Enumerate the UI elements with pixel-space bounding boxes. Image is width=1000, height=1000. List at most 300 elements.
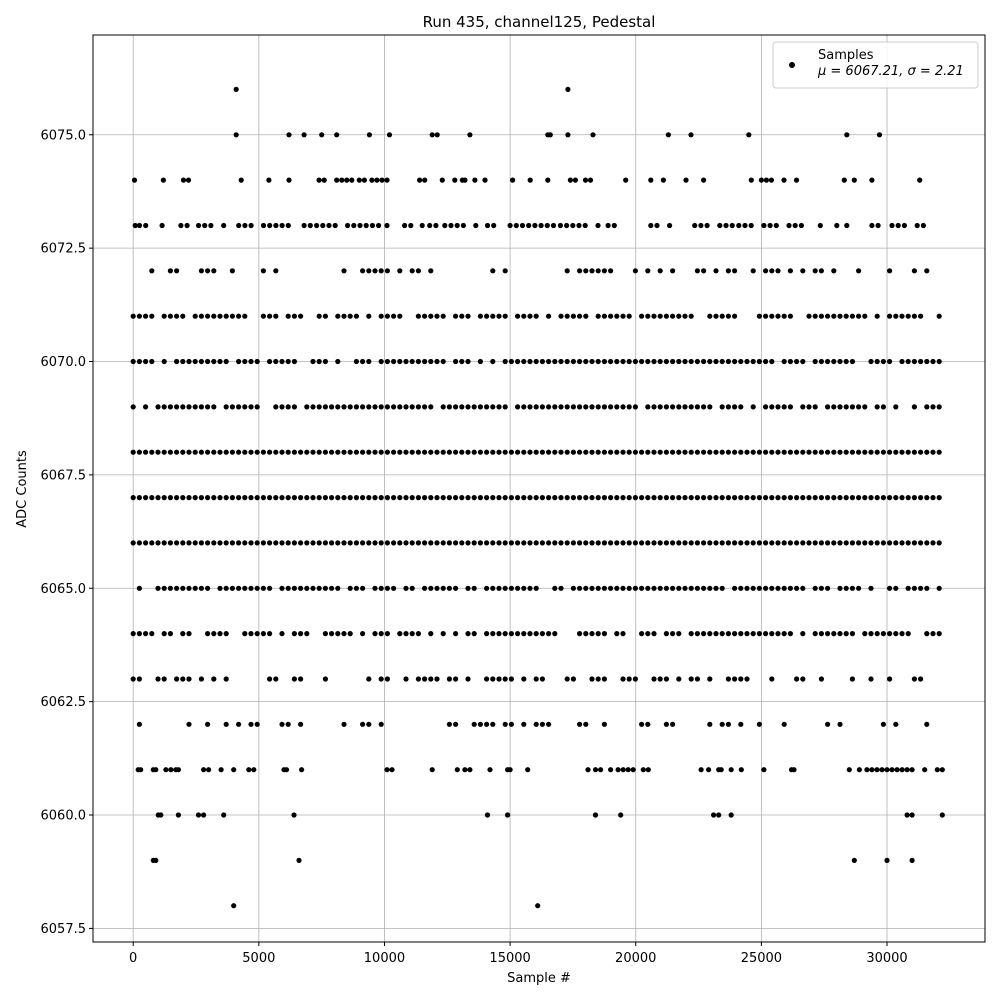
sample-point: [707, 495, 712, 500]
sample-point: [372, 404, 377, 409]
sample-point: [366, 314, 371, 319]
sample-point: [221, 223, 226, 228]
sample-point: [354, 586, 359, 591]
sample-point: [453, 722, 458, 727]
y-tick-label: 6072.5: [40, 241, 86, 257]
sample-point: [682, 495, 687, 500]
sample-point: [583, 631, 588, 636]
sample-point: [372, 586, 377, 591]
sample-point: [775, 268, 780, 273]
sample-point: [267, 359, 272, 364]
sample-point: [348, 450, 353, 455]
sample-point: [459, 314, 464, 319]
y-tick-label: 6065.0: [40, 581, 86, 597]
sample-point: [472, 404, 477, 409]
sample-point: [713, 631, 718, 636]
sample-point: [608, 586, 613, 591]
sample-point: [602, 722, 607, 727]
sample-point: [416, 676, 421, 681]
sample-point: [761, 223, 766, 228]
sample-point: [726, 359, 731, 364]
sample-point: [302, 223, 307, 228]
sample-point: [310, 540, 315, 545]
sample-point: [503, 359, 508, 364]
sample-point: [447, 540, 452, 545]
sample-point: [639, 359, 644, 364]
sample-point: [732, 631, 737, 636]
sample-point: [490, 540, 495, 545]
sample-point: [730, 223, 735, 228]
sample-point: [357, 223, 362, 228]
sample-point: [267, 540, 272, 545]
sample-point: [360, 404, 365, 409]
sample-point: [132, 178, 137, 183]
sample-point: [729, 767, 734, 772]
sample-point: [206, 767, 211, 772]
sample-point: [806, 540, 811, 545]
sample-point: [503, 586, 508, 591]
sample-point: [738, 495, 743, 500]
sample-point: [899, 314, 904, 319]
sample-point: [788, 586, 793, 591]
sample-point: [887, 631, 892, 636]
sample-point: [682, 404, 687, 409]
sample-point: [515, 495, 520, 500]
sample-point: [205, 586, 210, 591]
sample-point: [186, 631, 191, 636]
sample-point: [372, 495, 377, 500]
sample-point: [485, 812, 490, 817]
sample-point: [593, 767, 598, 772]
sample-point: [224, 722, 229, 727]
sample-point: [757, 314, 762, 319]
sample-point: [800, 404, 805, 409]
sample-point: [757, 450, 762, 455]
sample-point: [205, 268, 210, 273]
sample-point: [893, 495, 898, 500]
sample-point: [546, 450, 551, 455]
sample-point: [571, 495, 576, 500]
sample-point: [279, 586, 284, 591]
sample-point: [794, 359, 799, 364]
sample-point: [769, 631, 774, 636]
sample-point: [813, 540, 818, 545]
sample-point: [912, 359, 917, 364]
sample-point: [720, 722, 725, 727]
sample-point: [433, 223, 438, 228]
sample-point: [769, 314, 774, 319]
sample-point: [205, 495, 210, 500]
sample-point: [701, 586, 706, 591]
sample-point: [298, 314, 303, 319]
sample-point: [509, 540, 514, 545]
sample-point: [937, 540, 942, 545]
sample-point: [639, 722, 644, 727]
sample-point: [707, 359, 712, 364]
sample-point: [834, 223, 839, 228]
sample-point: [302, 132, 307, 137]
sample-point: [608, 268, 613, 273]
sample-point: [248, 722, 253, 727]
sample-point: [738, 631, 743, 636]
sample-point: [726, 540, 731, 545]
sample-point: [763, 450, 768, 455]
sample-point: [521, 359, 526, 364]
sample-point: [304, 586, 309, 591]
sample-point: [887, 450, 892, 455]
sample-point: [196, 812, 201, 817]
sample-point: [231, 903, 236, 908]
sample-point: [397, 540, 402, 545]
sample-point: [558, 223, 563, 228]
sample-point: [583, 268, 588, 273]
sample-point: [713, 495, 718, 500]
sample-point: [422, 450, 427, 455]
sample-point: [505, 812, 510, 817]
sample-point: [186, 586, 191, 591]
sample-point: [397, 268, 402, 273]
sample-point: [596, 404, 601, 409]
sample-point: [837, 586, 842, 591]
sample-point: [639, 495, 644, 500]
sample-point: [478, 450, 483, 455]
sample-point: [298, 540, 303, 545]
sample-point: [744, 495, 749, 500]
sample-point: [503, 268, 508, 273]
sample-point: [434, 586, 439, 591]
sample-point: [577, 404, 582, 409]
sample-point: [286, 132, 291, 137]
sample-point: [921, 223, 926, 228]
sample-point: [576, 223, 581, 228]
sample-point: [546, 540, 551, 545]
sample-point: [367, 132, 372, 137]
sample-point: [844, 631, 849, 636]
sample-point: [230, 268, 235, 273]
sample-point: [354, 540, 359, 545]
sample-point: [546, 359, 551, 364]
sample-point: [639, 586, 644, 591]
sample-point: [230, 540, 235, 545]
sample-point: [793, 223, 798, 228]
sample-point: [589, 586, 594, 591]
sample-point: [286, 178, 291, 183]
sample-point: [646, 767, 651, 772]
sample-point: [695, 676, 700, 681]
sample-point: [366, 450, 371, 455]
sample-point: [769, 404, 774, 409]
sample-point: [348, 314, 353, 319]
sample-point: [465, 540, 470, 545]
sample-point: [761, 767, 766, 772]
sample-point: [664, 540, 669, 545]
sample-point: [434, 676, 439, 681]
sample-point: [354, 359, 359, 364]
sample-point: [217, 359, 222, 364]
sample-point: [360, 722, 365, 727]
sample-point: [484, 676, 489, 681]
sample-point: [344, 178, 349, 183]
sample-point: [627, 450, 632, 455]
sample-point: [496, 404, 501, 409]
sample-point: [317, 586, 322, 591]
sample-point: [370, 223, 375, 228]
sample-point: [410, 404, 415, 409]
sample-point: [441, 450, 446, 455]
sample-point: [372, 540, 377, 545]
sample-point: [875, 404, 880, 409]
sample-point: [775, 586, 780, 591]
sample-point: [441, 631, 446, 636]
sample-point: [384, 223, 389, 228]
sample-point: [403, 631, 408, 636]
sample-point: [788, 495, 793, 500]
sample-point: [310, 450, 315, 455]
sample-point: [162, 631, 167, 636]
sample-point: [329, 495, 334, 500]
sample-point: [211, 268, 216, 273]
sample-point: [545, 223, 550, 228]
sample-point: [137, 495, 142, 500]
sample-point: [397, 450, 402, 455]
sample-point: [153, 858, 158, 863]
sample-point: [416, 450, 421, 455]
sample-point: [465, 314, 470, 319]
sample-point: [695, 359, 700, 364]
sample-point: [384, 767, 389, 772]
sample-point: [831, 540, 836, 545]
sample-point: [577, 586, 582, 591]
sample-point: [794, 178, 799, 183]
sample-point: [825, 359, 830, 364]
sample-point: [726, 722, 731, 727]
sample-point: [236, 404, 241, 409]
sample-point: [633, 676, 638, 681]
sample-point: [137, 223, 142, 228]
sample-point: [255, 540, 260, 545]
sample-point: [577, 631, 582, 636]
sample-point: [509, 359, 514, 364]
sample-point: [267, 495, 272, 500]
sample-point: [565, 359, 570, 364]
sample-point: [620, 631, 625, 636]
sample-point: [201, 812, 206, 817]
sample-point: [199, 268, 204, 273]
sample-point: [689, 540, 694, 545]
sample-point: [757, 495, 762, 500]
sample-point: [186, 722, 191, 727]
sample-point: [664, 495, 669, 500]
sample-point: [602, 404, 607, 409]
sample-point: [639, 314, 644, 319]
sample-point: [689, 631, 694, 636]
sample-point: [335, 359, 340, 364]
sample-point: [211, 404, 216, 409]
sample-point: [211, 631, 216, 636]
sample-point: [323, 540, 328, 545]
sample-point: [744, 540, 749, 545]
sample-point: [915, 223, 920, 228]
sample-point: [174, 404, 179, 409]
sample-point: [131, 540, 136, 545]
sample-point: [726, 495, 731, 500]
sample-point: [906, 631, 911, 636]
sample-point: [273, 450, 278, 455]
sample-point: [447, 586, 452, 591]
sample-point: [720, 631, 725, 636]
sample-point: [459, 495, 464, 500]
sample-point: [633, 450, 638, 455]
sample-point: [441, 314, 446, 319]
sample-point: [349, 178, 354, 183]
sample-point: [515, 359, 520, 364]
sample-point: [719, 767, 724, 772]
sample-point: [341, 540, 346, 545]
sample-point: [163, 767, 168, 772]
sample-point: [876, 223, 881, 228]
sample-point: [521, 722, 526, 727]
sample-point: [205, 540, 210, 545]
sample-point: [267, 450, 272, 455]
sample-point: [503, 404, 508, 409]
sample-point: [689, 359, 694, 364]
sample-point: [940, 767, 945, 772]
sample-point: [242, 495, 247, 500]
sample-point: [279, 450, 284, 455]
sample-point: [732, 676, 737, 681]
sample-point: [589, 631, 594, 636]
sample-point: [515, 314, 520, 319]
sample-point: [422, 178, 427, 183]
sample-point: [689, 450, 694, 455]
sample-point: [267, 314, 272, 319]
sample-point: [534, 359, 539, 364]
sample-point: [422, 540, 427, 545]
sample-point: [217, 540, 222, 545]
sample-point: [224, 631, 229, 636]
sample-point: [465, 676, 470, 681]
sample-point: [236, 586, 241, 591]
sample-point: [813, 404, 818, 409]
sample-point: [526, 223, 531, 228]
sample-point: [168, 540, 173, 545]
sample-point: [616, 767, 621, 772]
sample-point: [447, 404, 452, 409]
sample-point: [137, 450, 142, 455]
sample-point: [261, 631, 266, 636]
sample-point: [738, 676, 743, 681]
sample-point: [769, 495, 774, 500]
sample-point: [667, 223, 672, 228]
sample-point: [648, 223, 653, 228]
sample-point: [664, 676, 669, 681]
sample-point: [899, 359, 904, 364]
sample-point: [658, 404, 663, 409]
sample-point: [924, 631, 929, 636]
sample-point: [645, 268, 650, 273]
sample-point: [137, 359, 142, 364]
sample-point: [428, 268, 433, 273]
sample-point: [800, 450, 805, 455]
sample-point: [682, 359, 687, 364]
sample-point: [379, 268, 384, 273]
sample-point: [527, 586, 532, 591]
sample-point: [875, 631, 880, 636]
sample-point: [160, 223, 165, 228]
sample-point: [818, 223, 823, 228]
sample-point: [515, 450, 520, 455]
sample-point: [571, 314, 576, 319]
sample-point: [751, 450, 756, 455]
sample-point: [453, 495, 458, 500]
sample-point: [806, 450, 811, 455]
sample-point: [726, 450, 731, 455]
sample-point: [503, 631, 508, 636]
sample-point: [676, 404, 681, 409]
sample-point: [910, 858, 915, 863]
sample-point: [813, 586, 818, 591]
sample-point: [472, 586, 477, 591]
sample-point: [131, 495, 136, 500]
sample-point: [744, 676, 749, 681]
sample-point: [416, 404, 421, 409]
sample-point: [496, 586, 501, 591]
sample-point: [695, 540, 700, 545]
sample-point: [711, 812, 716, 817]
sample-point: [596, 631, 601, 636]
sample-point: [487, 767, 492, 772]
sample-point: [310, 359, 315, 364]
sample-point: [374, 178, 379, 183]
sample-point: [695, 404, 700, 409]
sample-point: [410, 450, 415, 455]
sample-point: [292, 404, 297, 409]
sample-point: [751, 540, 756, 545]
sample-point: [242, 223, 247, 228]
sample-point: [565, 132, 570, 137]
sample-point: [620, 540, 625, 545]
sample-point: [918, 450, 923, 455]
sample-point: [255, 586, 260, 591]
y-tick-label: 6060.0: [40, 808, 86, 824]
sample-point: [558, 495, 563, 500]
sample-point: [410, 586, 415, 591]
sample-point: [397, 314, 402, 319]
sample-point: [775, 631, 780, 636]
sample-point: [267, 586, 272, 591]
sample-point: [193, 314, 198, 319]
sample-point: [583, 223, 588, 228]
sample-point: [174, 495, 179, 500]
sample-point: [552, 495, 557, 500]
sample-point: [490, 404, 495, 409]
sample-point: [509, 676, 514, 681]
sample-point: [844, 495, 849, 500]
sample-point: [940, 812, 945, 817]
sample-point: [548, 132, 553, 137]
sample-point: [627, 404, 632, 409]
sample-point: [348, 404, 353, 409]
sample-point: [837, 631, 842, 636]
sample-point: [286, 586, 291, 591]
sample-point: [369, 178, 374, 183]
sample-point: [720, 586, 725, 591]
sample-point: [819, 450, 824, 455]
sample-point: [292, 359, 297, 364]
sample-point: [912, 586, 917, 591]
sample-point: [551, 223, 556, 228]
sample-point: [910, 812, 915, 817]
